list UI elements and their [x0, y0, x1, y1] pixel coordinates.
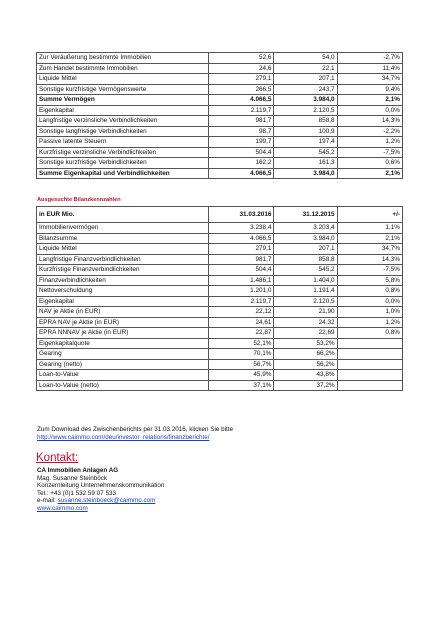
- row-value-cell: 56,7%: [209, 359, 274, 370]
- row-value-cell: 981,7: [209, 254, 274, 265]
- row-value-cell: 24,61: [209, 317, 274, 328]
- row-value-cell: 858,8: [274, 254, 337, 265]
- row-value-cell: 1,1%: [337, 223, 402, 234]
- row-value-cell: 24,32: [274, 317, 337, 328]
- row-value-cell: 37,2%: [274, 380, 337, 391]
- key-figures-title: Ausgesuchte Bilanzkennzahlen: [37, 197, 121, 203]
- row-value-cell: 3.238,4: [209, 223, 274, 234]
- row-value-cell: 0,6%: [337, 158, 402, 169]
- row-label-cell: Eigenkapitalquote: [37, 338, 209, 349]
- row-label-cell: Zum Handel bestimmte Immobilien: [37, 63, 209, 74]
- header-cell-label: in EUR Mio.: [37, 207, 209, 223]
- row-label-cell: Langfristige verzinsliche Verbindlichkeiten: [37, 116, 209, 127]
- row-value-cell: [337, 380, 402, 391]
- row-value-cell: 53,2%: [274, 338, 337, 349]
- row-label-cell: Finanzverbindlichkeiten: [37, 275, 209, 286]
- key-figures-row: [37, 233, 403, 244]
- key-figures-row: [37, 338, 403, 349]
- balance-sheet-row: [37, 158, 403, 169]
- key-figures-row: [37, 307, 403, 318]
- row-value-cell: [337, 349, 402, 360]
- contact-phone: Tel.: +43 (0)1 532 59 07 533: [37, 489, 116, 497]
- row-value-cell: 2,1%: [337, 168, 402, 179]
- row-label-cell: Loan-to-Value: [37, 370, 209, 381]
- row-value-cell: 243,7: [274, 84, 337, 95]
- row-value-cell: 22,1: [274, 63, 337, 74]
- row-value-cell: 22,12: [209, 307, 274, 318]
- row-label-cell: Sonstige kurzfristige Vermögenswerte: [37, 84, 209, 95]
- row-label-cell: EPRA NAV je Aktie (in EUR): [37, 317, 209, 328]
- key-figures-row: [37, 265, 403, 276]
- row-value-cell: 981,7: [209, 116, 274, 127]
- row-label-cell: Bilanzsumme: [37, 233, 209, 244]
- row-value-cell: 45,9%: [209, 370, 274, 381]
- row-value-cell: 1.191,4: [274, 286, 337, 297]
- row-value-cell: 22,87: [209, 328, 274, 339]
- row-value-cell: [337, 338, 402, 349]
- download-link[interactable]: http://www.caimmo.com/deu/investor_relations/finanzberichte/: [37, 434, 210, 441]
- row-value-cell: 545,2: [274, 147, 337, 158]
- row-value-cell: 3.203,4: [274, 223, 337, 234]
- download-note: [37, 426, 233, 442]
- row-value-cell: 43,8%: [274, 370, 337, 381]
- row-label-cell: Passive latente Steuern: [37, 137, 209, 148]
- row-label-cell: Gearing (netto): [37, 359, 209, 370]
- row-value-cell: 858,8: [274, 116, 337, 127]
- row-value-cell: 34,7%: [337, 74, 402, 85]
- table-header-row: [37, 207, 403, 223]
- row-label-cell: Summe Vermögen: [37, 95, 209, 106]
- row-label-cell: Zur Veräußerung bestimmte Immobilien: [37, 53, 209, 64]
- row-value-cell: 34,7%: [337, 244, 402, 255]
- row-value-cell: -2,7%: [337, 53, 402, 64]
- key-figures-row: [37, 244, 403, 255]
- row-value-cell: 1.404,0: [274, 275, 337, 286]
- row-value-cell: 24,6: [209, 63, 274, 74]
- key-figures-row: [37, 254, 403, 265]
- row-value-cell: 545,2: [274, 265, 337, 276]
- contact-block: [37, 467, 164, 513]
- row-value-cell: 22,69: [274, 328, 337, 339]
- row-value-cell: -7,5%: [337, 147, 402, 158]
- key-figures-row: [37, 275, 403, 286]
- row-value-cell: 2.120,5: [274, 105, 337, 116]
- balance-sheet-row: [37, 137, 403, 148]
- balance-sheet-row: [37, 105, 403, 116]
- row-label-cell: Immobilienvermögen: [37, 223, 209, 234]
- row-value-cell: 0,8%: [337, 286, 402, 297]
- row-value-cell: 0,0%: [337, 105, 402, 116]
- contact-company: CA Immobilien Anlagen AG: [37, 467, 119, 474]
- row-value-cell: 0,8%: [337, 328, 402, 339]
- balance-sheet-row: [37, 74, 403, 85]
- row-value-cell: 2.120,5: [274, 296, 337, 307]
- balance-sheet-table: [36, 52, 403, 179]
- row-label-cell: Eigenkapital: [37, 296, 209, 307]
- row-label-cell: Eigenkapital: [37, 105, 209, 116]
- header-cell-date-1: 31.03.2016: [209, 207, 274, 223]
- row-value-cell: 14,3%: [337, 116, 402, 127]
- row-value-cell: 2,1%: [337, 233, 402, 244]
- row-value-cell: 52,1%: [209, 338, 274, 349]
- row-value-cell: 207,1: [274, 74, 337, 85]
- key-figures-row: [37, 328, 403, 339]
- row-value-cell: 0,0%: [337, 296, 402, 307]
- row-value-cell: 100,9: [274, 126, 337, 137]
- row-value-cell: 37,1%: [209, 380, 274, 391]
- row-value-cell: [337, 370, 402, 381]
- row-value-cell: 162,2: [209, 158, 274, 169]
- row-value-cell: -7,5%: [337, 265, 402, 276]
- row-value-cell: -2,2%: [337, 126, 402, 137]
- row-label-cell: Kurzfristige Finanzverbindlichkeiten: [37, 265, 209, 276]
- balance-sheet-row: [37, 95, 403, 106]
- row-label-cell: Langfristige Finanzverbindlichkeiten: [37, 254, 209, 265]
- contact-heading: Kontakt:: [36, 452, 79, 464]
- row-value-cell: 11,4%: [337, 63, 402, 74]
- row-value-cell: 4.066,5: [209, 233, 274, 244]
- row-value-cell: 5,8%: [337, 275, 402, 286]
- key-figures-row: [37, 317, 403, 328]
- row-value-cell: 161,3: [274, 158, 337, 169]
- row-value-cell: 1.201,0: [209, 286, 274, 297]
- row-label-cell: Liquide Mittel: [37, 244, 209, 255]
- row-label-cell: Sonstige langfristige Verbindlichkeiten: [37, 126, 209, 137]
- row-value-cell: 14,3%: [337, 254, 402, 265]
- key-figures-row: [37, 286, 403, 297]
- row-value-cell: 1,2%: [337, 137, 402, 148]
- key-figures-table: [36, 206, 403, 391]
- row-value-cell: 4.066,5: [209, 95, 274, 106]
- row-value-cell: 21,90: [274, 307, 337, 318]
- row-value-cell: [337, 359, 402, 370]
- row-label-cell: NAV je Aktie (in EUR): [37, 307, 209, 318]
- row-value-cell: 9,4%: [337, 84, 402, 95]
- contact-email-line: [37, 497, 164, 505]
- row-value-cell: 199,7: [209, 137, 274, 148]
- key-figures-row: [37, 296, 403, 307]
- header-cell-date-2: 31.12.2015: [274, 207, 337, 223]
- row-value-cell: 66,2%: [274, 349, 337, 360]
- contact-email-label: e-mail:: [37, 497, 58, 505]
- header-cell-change: +/-: [337, 207, 402, 223]
- row-value-cell: 3.984,0: [274, 233, 337, 244]
- row-value-cell: 504,4: [209, 265, 274, 276]
- row-value-cell: 504,4: [209, 147, 274, 158]
- key-figures-row: [37, 223, 403, 234]
- contact-web-link[interactable]: www.caimmo.com: [37, 504, 88, 512]
- row-value-cell: 56,2%: [274, 359, 337, 370]
- row-value-cell: 197,4: [274, 137, 337, 148]
- balance-sheet-row: [37, 168, 403, 179]
- balance-sheet-row: [37, 116, 403, 127]
- row-value-cell: 1.486,1: [209, 275, 274, 286]
- row-label-cell: Kurzfristige verzinsliche Verbindlichkeiten: [37, 147, 209, 158]
- row-value-cell: 2,1%: [337, 95, 402, 106]
- key-figures-body: [37, 207, 403, 391]
- balance-sheet-body: [37, 53, 403, 179]
- balance-sheet-row: [37, 63, 403, 74]
- row-value-cell: 52,6: [209, 53, 274, 64]
- row-label-cell: Gearing: [37, 349, 209, 360]
- row-label-cell: EPRA NNNAV je Aktie (in EUR): [37, 328, 209, 339]
- balance-sheet-row: [37, 53, 403, 64]
- row-value-cell: 3.984,0: [274, 95, 337, 106]
- row-value-cell: 70,1%: [209, 349, 274, 360]
- balance-sheet-row: [37, 84, 403, 95]
- row-label-cell: Liquide Mittel: [37, 74, 209, 85]
- contact-role: Konzernleitung Unternehmenskommunikation: [37, 482, 165, 490]
- row-label-cell: Sonstige kurzfristige Verbindlichkeiten: [37, 158, 209, 169]
- contact-email-link[interactable]: susanne.steinboeck@caimmo.com: [57, 497, 156, 505]
- balance-sheet-row: [37, 147, 403, 158]
- row-value-cell: 1,0%: [337, 307, 402, 318]
- row-value-cell: 207,1: [274, 244, 337, 255]
- row-value-cell: 1,2%: [337, 317, 402, 328]
- key-figures-row: [37, 370, 403, 381]
- row-value-cell: 279,1: [209, 74, 274, 85]
- row-value-cell: 2.119,7: [209, 105, 274, 116]
- row-label-cell: Nettoverschuldung: [37, 286, 209, 297]
- download-note-text: Zum Download des Zwischenberichts per 31.03.2016, klicken Sie bitte: [37, 426, 234, 433]
- row-value-cell: 266,5: [209, 84, 274, 95]
- key-figures-row: [37, 349, 403, 360]
- balance-sheet-row: [37, 126, 403, 137]
- key-figures-row: [37, 359, 403, 370]
- contact-name: Mag. Susanne Steinböck: [37, 474, 108, 482]
- key-figures-row: [37, 380, 403, 391]
- row-label-cell: Summe Eigenkapital und Verbindlichkeiten: [37, 168, 209, 179]
- row-value-cell: 98,7: [209, 126, 274, 137]
- row-value-cell: 2.119,7: [209, 296, 274, 307]
- row-value-cell: 3.984,0: [274, 168, 337, 179]
- row-value-cell: 4.066,5: [209, 168, 274, 179]
- row-label-cell: Loan-to-Value (netto): [37, 380, 209, 391]
- row-value-cell: 54,0: [274, 53, 337, 64]
- row-value-cell: 279,1: [209, 244, 274, 255]
